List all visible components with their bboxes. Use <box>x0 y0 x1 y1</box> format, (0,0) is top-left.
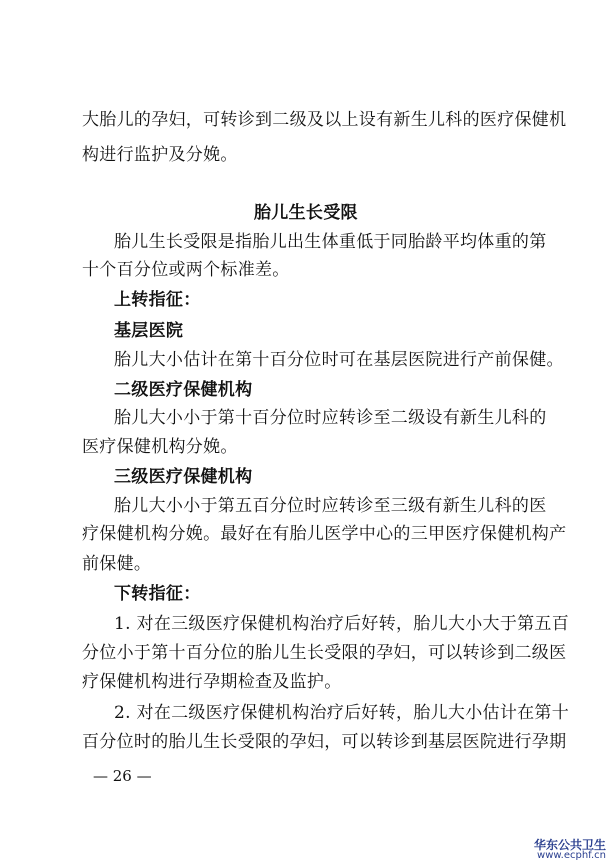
body-text-line: 胎儿大小估计在第十百分位时可在基层医院进行产前保健。 <box>114 350 564 370</box>
body-text-line: 疗保健机构进行孕期检查及监护。 <box>82 672 342 692</box>
body-text-line: 十个百分位或两个标准差。 <box>82 260 290 280</box>
body-text-line: 疗保健机构分娩。最好在有胎儿医学中心的三甲医疗保健机构产 <box>82 524 567 544</box>
level3-institution-heading: 三级医疗保健机构 <box>114 467 253 487</box>
body-text-line: 2. 对在二级医疗保健机构治疗后好转，胎儿大小估计在第十 <box>114 703 570 723</box>
body-text-line: 胎儿生长受限是指胎儿出生体重低于同胎龄平均体重的第 <box>114 232 547 252</box>
section-title: 胎儿生长受限 <box>254 203 358 223</box>
basic-hospital-heading: 基层医院 <box>114 321 184 341</box>
body-text-line: 胎儿大小小于第五百分位时应转诊至三级有新生儿科的医 <box>114 496 547 516</box>
body-text-line: 1. 对在三级医疗保健机构治疗后好转，胎儿大小大于第五百 <box>114 614 570 634</box>
body-text-line: 医疗保健机构分娩。 <box>82 437 238 457</box>
page-number: — 26 — <box>93 767 152 785</box>
watermark-url: www.ecphf.cn <box>537 850 606 861</box>
watermark-text: 华东公共卫生 <box>533 838 606 852</box>
body-text-line: 百分位时的胎儿生长受限的孕妇，可以转诊到基层医院进行孕期 <box>82 732 567 752</box>
level2-institution-heading: 二级医疗保健机构 <box>114 380 253 400</box>
body-text-line: 分位小于第十百分位的胎儿生长受限的孕妇，可以转诊到二级医 <box>82 643 567 663</box>
upward-referral-heading: 上转指征： <box>114 290 201 310</box>
body-text-line: 胎儿大小小于第十百分位时应转诊至二级设有新生儿科的 <box>114 408 547 428</box>
body-text-line: 前保健。 <box>82 554 152 574</box>
body-text-line: 大胎儿的孕妇，可转诊到二级及以上设有新生儿科的医疗保健机 <box>82 110 567 130</box>
downward-referral-heading: 下转指征： <box>114 584 201 604</box>
body-text-line: 构进行监护及分娩。 <box>82 145 238 165</box>
